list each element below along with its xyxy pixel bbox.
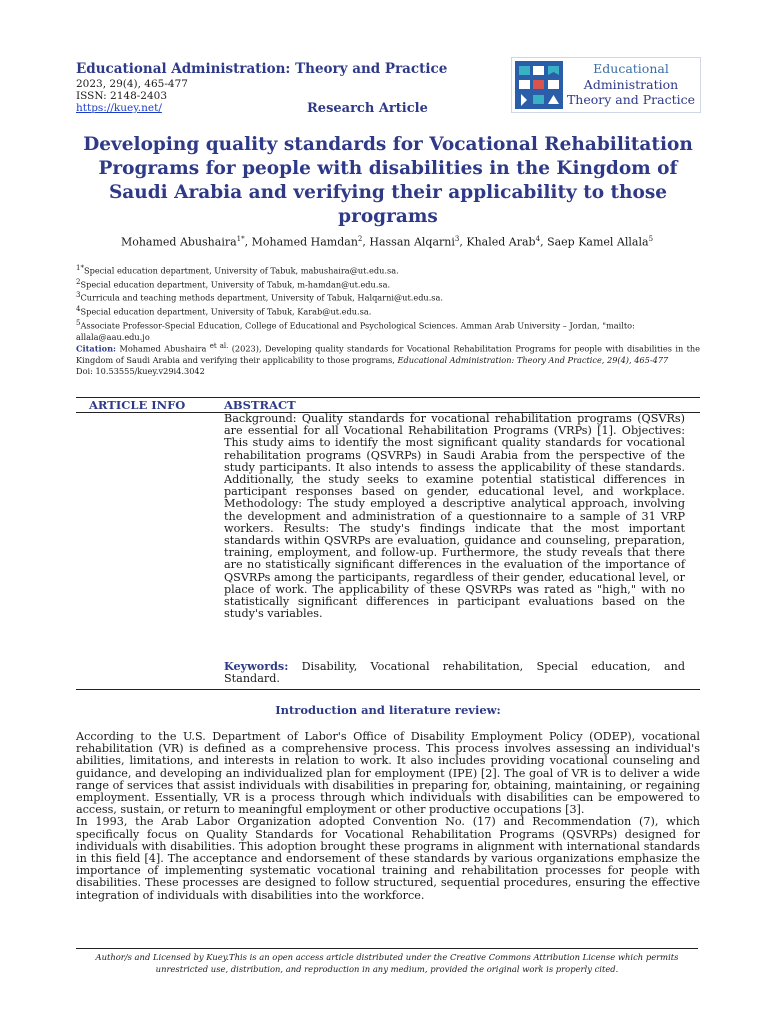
citation-block: [76, 341, 700, 377]
license-footer: Author/s and Licensed by Kuey.This is an open access article distributed under the Creative Commons Attribution License which permits unrestricted use, distribution, and reproduction in any medium, provided the original work is properly cited.: [95, 952, 679, 974]
citation-source: Educational Administration: Theory And Practice, 29(4), 465-477: [397, 354, 669, 365]
author-name: Hassan Alqarni: [369, 235, 455, 249]
citation-author: Mohamed Abushaira: [119, 343, 207, 354]
author-sup: 4: [535, 235, 541, 243]
author-name: Mohamed Abushaira: [120, 235, 237, 249]
paragraph: According to the U.S. Department of Labor's Office of Disability Employment Policy (ODEP), vocational rehabilitation (VR) is defined as a comprehensive process. This process involves assessing an individual's abilities, limitations, and interests in relation to work. It also includes providing vocational counseling and guidance, and developing an individualized plan for employment (IPE) [2]. The goal of VR is to deliver a wide range of services that assist individuals with disabilities in preparing for, obtaining, maintaining, or regaining employment. Essentially, VR is a process through which individuals with disabilities can be empowered to access, sustain, or return to meaningful employment or other productive occupations [3].: [76, 730, 700, 817]
paper-title: Developing quality standards for Vocational Rehabilitation Programs for people with disabilities in the Kingdom of Saudi Arabia and verifying their applicability to those programs: [83, 134, 693, 227]
logo-line: Administration: [583, 76, 679, 92]
footer-divider: [76, 948, 698, 949]
logo-line: Theory and Practice: [566, 92, 696, 107]
article-type: Research Article: [307, 101, 428, 116]
abstract-divider: [76, 689, 700, 690]
abstract-table-header: [76, 397, 700, 413]
affiliation: $^{1*}$Special education department, University of Tabuk, mabushaira@ut.edu.sa.: [76, 264, 399, 276]
journal-logo: [511, 57, 701, 113]
author-name: Saep Kamel Allala: [547, 235, 649, 249]
affiliation: $^4$Special education department, University of Tabuk, Karab@ut.edu.sa.: [76, 305, 372, 317]
author-name: Mohamed Hamdan: [251, 235, 358, 249]
abstract-text: Background: Quality standards for vocational rehabilitation programs (QSVRs) are essential for all Vocational Rehabilitation Programs (VRPs) [1]. Objectives: This study aims to identify the most significant quality standards for vocational rehabilitation programs (QSVRPs) in Saudi Arabia from the perspective of the study participants. It also intends to assess the applicability of these standards. Additionally, the study seeks to examine potential statistical differences in participant responses based on gender, educational level, and workplace. Methodology: The study employed a descriptive analytical approach, involving the development and administration of a questionnaire to a sample of 31 VRP workers. Results: The study's findings indicate that the most important standards within QSVRPs are evaluation, guidance and counseling, preparation, training, employment, and follow-up. Furthermore, the study reveals that there are no statistically significant differences in the evaluation of the importance of QSVRPs among the participants, regardless of their gender, educational level, or place of work. The applicability of these QSVRPs was rated as "high," with no statistically significant differences in participant evaluations based on the study's variables.: [224, 412, 685, 621]
author-name: Khaled Arab: [466, 235, 536, 249]
citation-doi: Doi: 10.53555/kuey.v29i4.3042: [76, 365, 205, 376]
citation-text: (2023), Developing quality standards for Vocational Rehabilitation Programs for people with disabilities in the Kingdom of Saudi Arabia and verifying their applicability to those programs,: [76, 343, 701, 365]
keywords: [224, 660, 685, 685]
logo-line: Educational: [593, 61, 669, 76]
journal-logo-icon: [515, 61, 563, 109]
abstract-table: [76, 397, 700, 686]
journal-volume: 2023, 29(4), 465-477: [76, 78, 188, 90]
citation-label: Citation:: [76, 343, 117, 354]
article-info-heading: ARTICLE INFO: [89, 398, 186, 412]
affiliation: $^3$Curricula and teaching methods department, University of Tabuk, Halqarni@ut.edu.sa.: [76, 291, 443, 304]
author-sup: 5: [648, 235, 654, 243]
affiliations: [76, 263, 700, 343]
citation-etal: et al.: [209, 342, 229, 350]
paragraph: In 1993, the Arab Labor Organization adopted Convention No. (17) and Recommendation (7), which specifically focus on Quality Standards for Vocational Rehabilitation Programs (QSVRPs) designed for individuals with disabilities. This adoption brought these programs in alignment with international standards in this field [4]. The acceptance and endorsement of these standards by various organizations emphasize the importance of implementing systematic vocational training and rehabilitation processes for people with disabilities. These processes are designed to follow structured, sequential procedures, ensuring the effective integration of individuals with disabilities into the workforce.: [76, 815, 700, 902]
author-sup: 3: [454, 235, 460, 243]
author-sup: 2: [357, 235, 363, 243]
journal-url-link[interactable]: https://kuey.net/: [76, 102, 162, 114]
affiliation: $^5$Associate Professor-Special Education, College of Educational and Psychological Sciences. Amman Arab University – Jordan, "mailto: allala@aau.edu.jo: [76, 318, 635, 342]
author-list: Mohamed Abushaira$^{1*}$, Mohamed Hamdan$^2$, Hassan Alqarni$^3$, Khaled Arab$^4$, Saep Kamel Allala$^5$: [120, 235, 654, 249]
section-heading: Introduction and literature review:: [275, 703, 501, 717]
keywords-text: Disability, Vocational rehabilitation, Special education, and Standard.: [224, 660, 685, 686]
body-text: [76, 731, 700, 902]
abstract-heading: ABSTRACT: [224, 398, 296, 412]
keywords-label: Keywords:: [224, 659, 289, 673]
affiliation: $^2$Special education department, University of Tabuk, m-hamdan@ut.edu.sa.: [76, 277, 391, 290]
author-sup: 1*: [236, 235, 245, 243]
journal-issn: ISSN: 2148-2403: [76, 90, 168, 102]
journal-name: Educational Administration: Theory and Practice: [76, 61, 448, 77]
